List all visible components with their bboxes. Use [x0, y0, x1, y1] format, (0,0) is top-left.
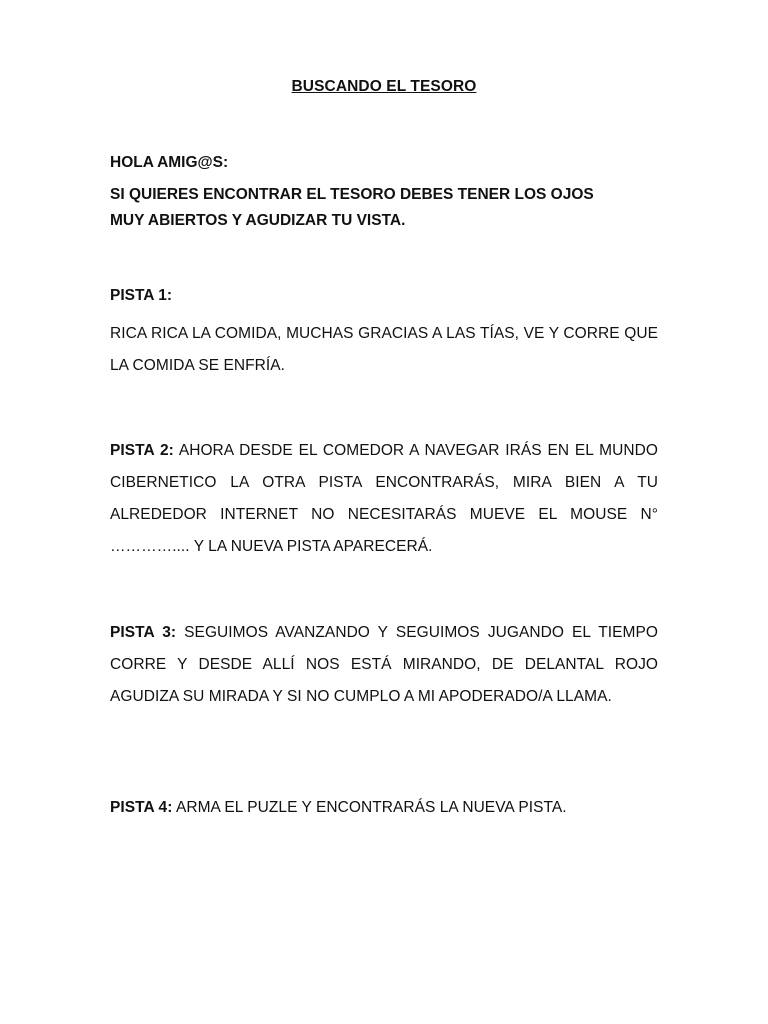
clue-3-label: PISTA 3:: [110, 624, 177, 641]
clue-2: [110, 435, 658, 563]
clue-2-label: PISTA 2:: [110, 442, 174, 459]
intro-line-1: SI QUIERES ENCONTRAR EL TESORO DEBES TENER LOS OJOS: [110, 186, 594, 203]
clue-3: [110, 617, 658, 713]
greeting: HOLA AMIG@S:: [110, 154, 229, 171]
clue-4: [110, 792, 658, 824]
clue-2-text: AHORA DESDE EL COMEDOR A NAVEGAR IRÁS EN EL MUNDO CIBERNETICO LA OTRA PISTA ENCONTRARÁS, MIRA BIEN A TU ALREDEDOR INTERNET NO NECESITARÁS MUEVE EL MOUSE N° ………….... Y LA NUEVA PISTA APARECERÁ.: [110, 442, 658, 555]
clue-1-text: RICA RICA LA COMIDA, MUCHAS GRACIAS A LAS TÍAS, VE Y CORRE QUE LA COMIDA SE ENFRÍA.: [110, 325, 658, 374]
clue-4-label: PISTA 4:: [110, 799, 173, 816]
clue-3-text: SEGUIMOS AVANZANDO Y SEGUIMOS JUGANDO EL TIEMPO CORRE Y DESDE ALLÍ NOS ESTÁ MIRANDO, DE DELANTAL ROJO AGUDIZA SU MIRADA Y SI NO CUMPLO A MI APODERADO/A LLAMA.: [110, 624, 658, 705]
clue-4-text: ARMA EL PUZLE Y ENCONTRARÁS LA NUEVA PISTA.: [175, 799, 567, 816]
intro-line-2: MUY ABIERTOS Y AGUDIZAR TU VISTA.: [110, 212, 406, 229]
intro-paragraph: [110, 182, 658, 234]
clue-1-label: PISTA 1:: [110, 287, 173, 304]
document-title: BUSCANDO EL TESORO: [291, 78, 477, 95]
